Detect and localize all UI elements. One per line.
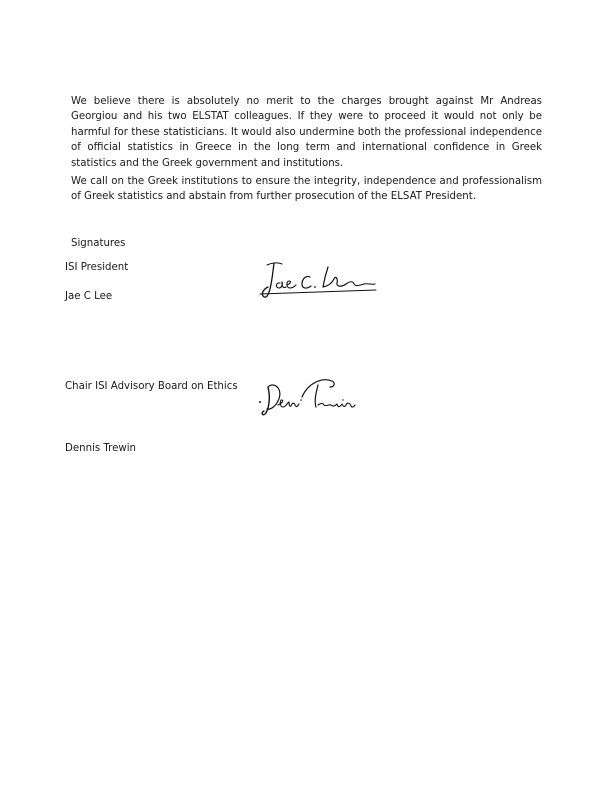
- signature-image-jae-c-lee: [258, 259, 380, 309]
- signature-jae-c-lee-drawing: [258, 259, 380, 309]
- signature-dennis-trewin-drawing: [256, 375, 356, 419]
- signatures-heading: Signatures: [71, 238, 126, 249]
- signatory-name-dennis-trewin: Dennis Trewin: [65, 443, 136, 454]
- signatory-title-ethics-chair: Chair ISI Advisory Board on Ethics: [65, 381, 238, 392]
- signatory-name-jae-c-lee: Jae C Lee: [65, 291, 113, 302]
- signatory-title-isi-president: ISI President: [65, 262, 129, 273]
- body-paragraph-merit: We believe there is absolutely no merit to the charges brought against Mr Andreas Georgiou and his two ELSTAT colleagues. If they were to proceed it would not only be harmful for these statisticians. It would also undermine both the professional independence of official statistics in Greece in the long term and international confidence in Greek statistics and the Greek government and institutions.: [71, 96, 542, 169]
- signature-image-dennis-trewin: [256, 375, 356, 419]
- body-paragraph-call: We call on the Greek institutions to ensure the integrity, independence and professionalism of Greek statistics and abstain from further prosecution of the ELSAT President.: [71, 176, 542, 203]
